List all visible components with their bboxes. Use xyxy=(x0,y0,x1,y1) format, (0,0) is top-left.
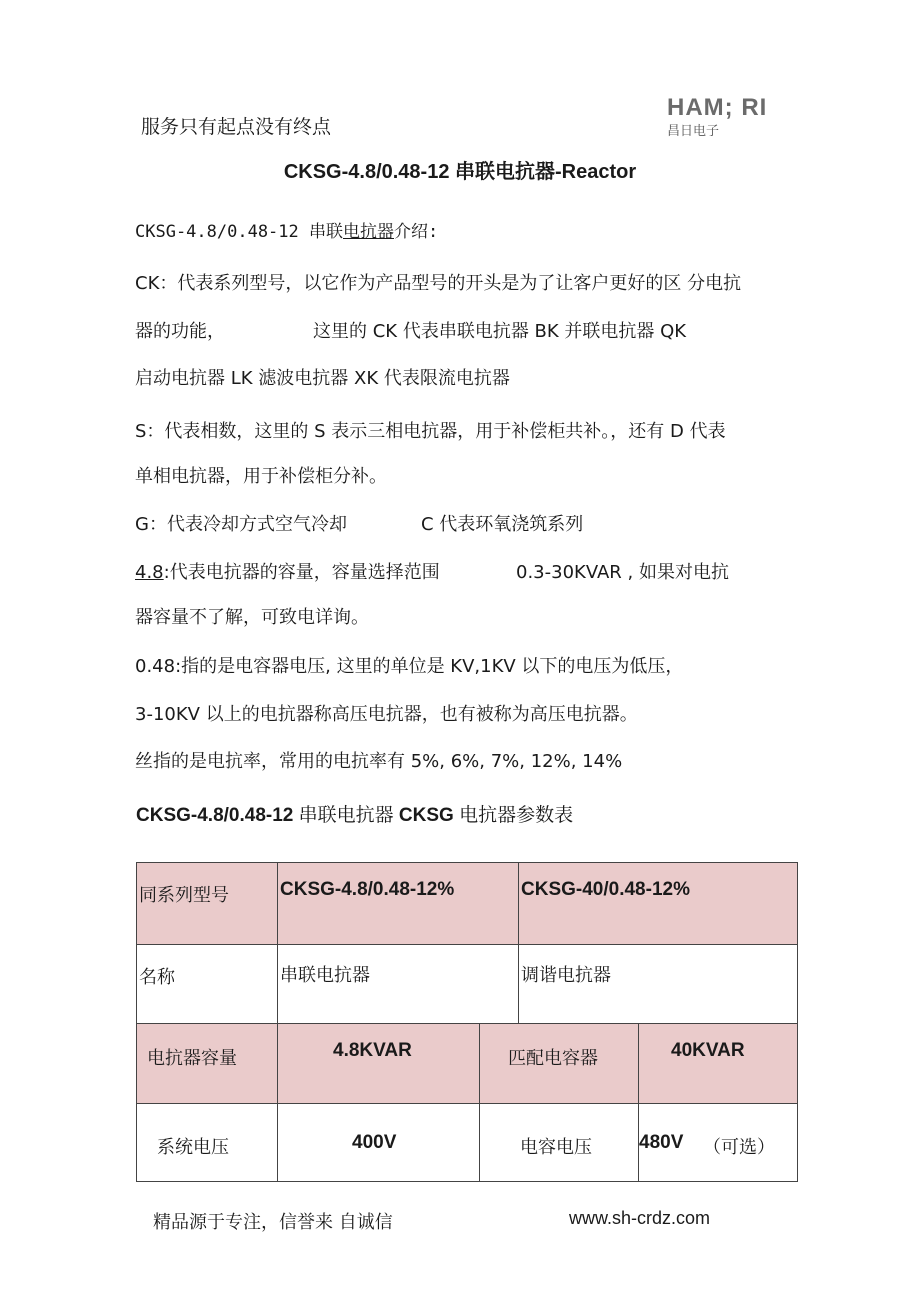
name-label-text: 名称 xyxy=(139,967,175,988)
table-title-text1: 串联电抗器 xyxy=(293,805,399,826)
voltage-line-2: 3-10KV 以上的电抗器称高压电抗器，也有被称为高压电抗器。 xyxy=(135,704,638,725)
g-line-2: C 代表环氧浇筑系列 xyxy=(421,514,584,535)
table-title-text2: 电抗器参数表 xyxy=(453,805,574,826)
name-v1-text: 串联电抗器 xyxy=(280,965,370,986)
g-line-1: G：代表冷却方式空气冷却 xyxy=(135,514,347,535)
capacity-value: 4.8 xyxy=(135,562,164,583)
sysvolt-label-text: 系统电压 xyxy=(157,1137,229,1158)
intro-prefix: CKSG-4.8/0.48-12 串联 xyxy=(135,222,343,242)
footer-slogan: 精品源于专注，信誉来 自诚信 xyxy=(153,1212,393,1233)
table-title xyxy=(136,800,573,827)
ck-line-2a: 器的功能， xyxy=(135,321,225,342)
capacitor-label-text: 匹配电容器 xyxy=(508,1048,598,1069)
table-cell-name-v2 xyxy=(518,944,798,1024)
name-v2-text: 调谐电抗器 xyxy=(521,965,611,986)
capacity-text: :代表电抗器的容量，容量选择范围 xyxy=(163,562,440,583)
ck-line-1: CK：代表系列型号，以它作为产品型号的开头是为了让客户更好的区 分电抗 xyxy=(135,273,742,294)
table-cell-capvolt-v2 xyxy=(638,1103,798,1182)
s-line-1: S：代表相数，这里的 S 表示三相电抗器，用于补偿柜共补。，还有 D 代表 xyxy=(135,421,726,442)
table-cell-sysvolt-v1 xyxy=(277,1103,480,1182)
capacity-v1-text: 4.8KVAR xyxy=(333,1040,412,1061)
table-title-cksg: CKSG xyxy=(398,805,454,826)
table-cell-capacitor-label xyxy=(479,1023,639,1104)
page-title: CKSG-4.8/0.48-12 串联电抗器-Reactor xyxy=(283,161,637,183)
intro-link[interactable]: 电抗器 xyxy=(343,222,394,242)
capvolt-label-text: 电容电压 xyxy=(520,1137,592,1158)
table-cell-series-label xyxy=(136,862,278,945)
intro-suffix: 介绍: xyxy=(394,222,439,242)
capacitor-v2-text: 40KVAR xyxy=(671,1040,745,1061)
slogan: 服务只有起点没有终点 xyxy=(141,116,332,138)
table-cell-series-v1 xyxy=(277,862,519,945)
table-cell-capvolt-label xyxy=(479,1103,639,1182)
table-cell-capacitor-v2 xyxy=(638,1023,798,1104)
ck-line-3: 启动电抗器 LK 滤波电抗器 XK 代表限流电抗器 xyxy=(135,368,510,389)
intro-line xyxy=(135,220,438,244)
table-cell-name-label xyxy=(136,944,278,1024)
table-cell-capacity-v1 xyxy=(277,1023,480,1104)
capacity-label-text: 电抗器容量 xyxy=(147,1048,237,1069)
series-v1-text: CKSG-4.8/0.48-12% xyxy=(280,879,455,900)
logo-sub-text: 昌日电子 xyxy=(667,124,720,139)
capacity-line-2: 器容量不了解，可致电详询。 xyxy=(135,607,369,628)
table-cell-name-v1 xyxy=(277,944,519,1024)
logo-main-text: HAM; RI xyxy=(667,94,768,121)
capacity-range: 0.3-30KVAR , 如果对电抗 xyxy=(516,562,729,583)
sysvolt-v1-text: 400V xyxy=(352,1132,397,1153)
footer-website-link[interactable]: www.sh-crdz.com xyxy=(569,1208,711,1228)
capvolt-v2-text: 480V xyxy=(639,1132,684,1153)
series-label-text: 同系列型号 xyxy=(139,885,229,906)
series-v2-text: CKSG-40/0.48-12% xyxy=(521,879,690,900)
voltage-line-1: 0.48:指的是电容器电压, 这里的单位是 KV,1KV 以下的电压为低压， xyxy=(135,656,684,677)
ck-line-2b: 这里的 CK 代表串联电抗器 BK 并联电抗器 QK xyxy=(313,321,687,342)
table-title-model: CKSG-4.8/0.48-12 xyxy=(136,805,294,826)
table-cell-series-v2 xyxy=(518,862,798,945)
capvolt-optional-note: （可选） xyxy=(703,1137,775,1158)
table-cell-capacity-label xyxy=(136,1023,278,1104)
company-logo xyxy=(667,94,767,139)
s-line-2: 单相电抗器，用于补偿柜分补。 xyxy=(135,466,387,487)
table-cell-sysvolt-label xyxy=(136,1103,278,1182)
reactance-rate-line: 丝指的是电抗率，常用的电抗率有 5%, 6%, 7%, 12%, 14% xyxy=(135,751,623,772)
capacity-line-1 xyxy=(135,561,440,585)
